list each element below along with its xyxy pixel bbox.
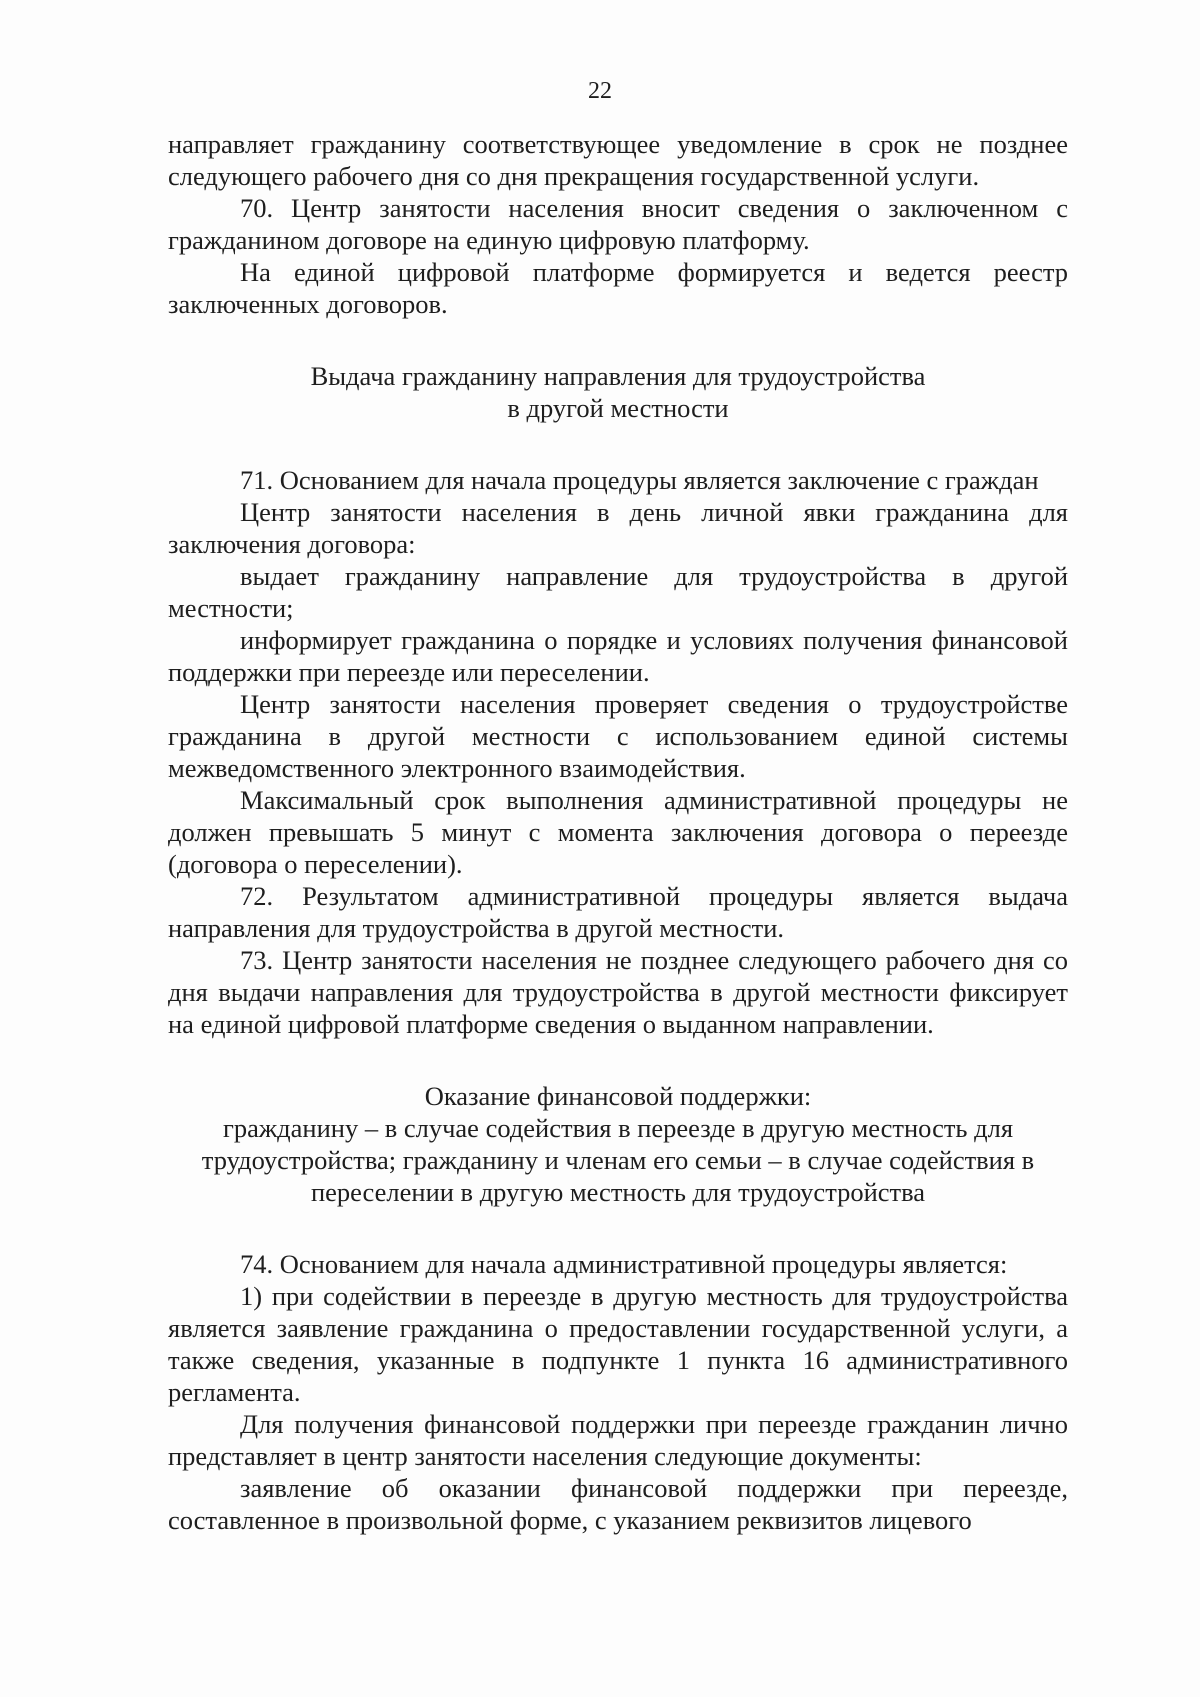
paragraph-72: 72. Результатом административной процедуры является выдача направления для трудоустройства в другой местности.: [168, 881, 1068, 943]
paragraph-73: 73. Центр занятости населения не позднее следующего рабочего дня со дня выдачи направления для трудоустройства в другой местности фиксирует на единой цифровой платформе сведения о выданном направлении.: [168, 945, 1068, 1039]
document-body: [168, 128, 1068, 1536]
heading-line: Выдача гражданину направления для трудоустройства: [310, 361, 926, 391]
paragraph: информирует гражданина о порядке и условиях получения финансовой поддержки при переезде или переселении.: [168, 625, 1068, 687]
paragraph: выдает гражданину направление для трудоустройства в другой местности;: [168, 561, 1068, 623]
paragraph: 1) при содействии в переезде в другую местность для трудоустройства является заявление гражданина о предоставлении государственной услуги, а также сведения, указанные в подпункте 1 пункта 16 административного регламента.: [168, 1281, 1068, 1407]
paragraph: Для получения финансовой поддержки при переезде гражданин лично представляет в центр занятости населения следующие документы:: [168, 1409, 1068, 1471]
heading-line: в другой местности: [507, 393, 729, 423]
section-heading-financial-support: [168, 1080, 1068, 1208]
paragraph: заявление об оказании финансовой поддержки при переезде, составленное в произвольной форме, с указанием реквизитов лицевого: [168, 1473, 1068, 1535]
paragraph: Центр занятости населения в день личной явки гражданина для заключения договора:: [168, 497, 1068, 559]
heading-line: трудоустройства; гражданину и членам его семьи – в случае содействия в: [201, 1145, 1035, 1175]
paragraph: Максимальный срок выполнения административной процедуры не должен превышать 5 минут с момента заключения договора о переезде (договора о переселении).: [168, 785, 1068, 879]
heading-line: гражданину – в случае содействия в переезде в другую местность для: [222, 1113, 1014, 1143]
paragraph: Центр занятости населения проверяет сведения о трудоустройстве гражданина в другой местности с использованием единой системы межведомственного электронного взаимодействия.: [168, 689, 1068, 783]
page-number: 22: [588, 78, 612, 104]
paragraph: направляет гражданину соответствующее уведомление в срок не позднее следующего рабочего дня со дня прекращения государственной услуги.: [168, 129, 1068, 191]
heading-line: Оказание финансовой поддержки:: [424, 1081, 812, 1111]
paragraph-71: 71. Основанием для начала процедуры является заключение с граждан: [240, 465, 1039, 495]
paragraph-74: 74. Основанием для начала административной процедуры является:: [240, 1249, 1008, 1279]
heading-line: переселении в другую местность для трудоустройства: [310, 1177, 926, 1207]
paragraph: На единой цифровой платформе формируется и ведется реестр заключенных договоров.: [168, 257, 1068, 319]
section-heading-referral: [168, 360, 1068, 424]
paragraph-70: 70. Центр занятости населения вносит сведения о заключенном с гражданином договоре на единую цифровую платформу.: [168, 193, 1068, 255]
